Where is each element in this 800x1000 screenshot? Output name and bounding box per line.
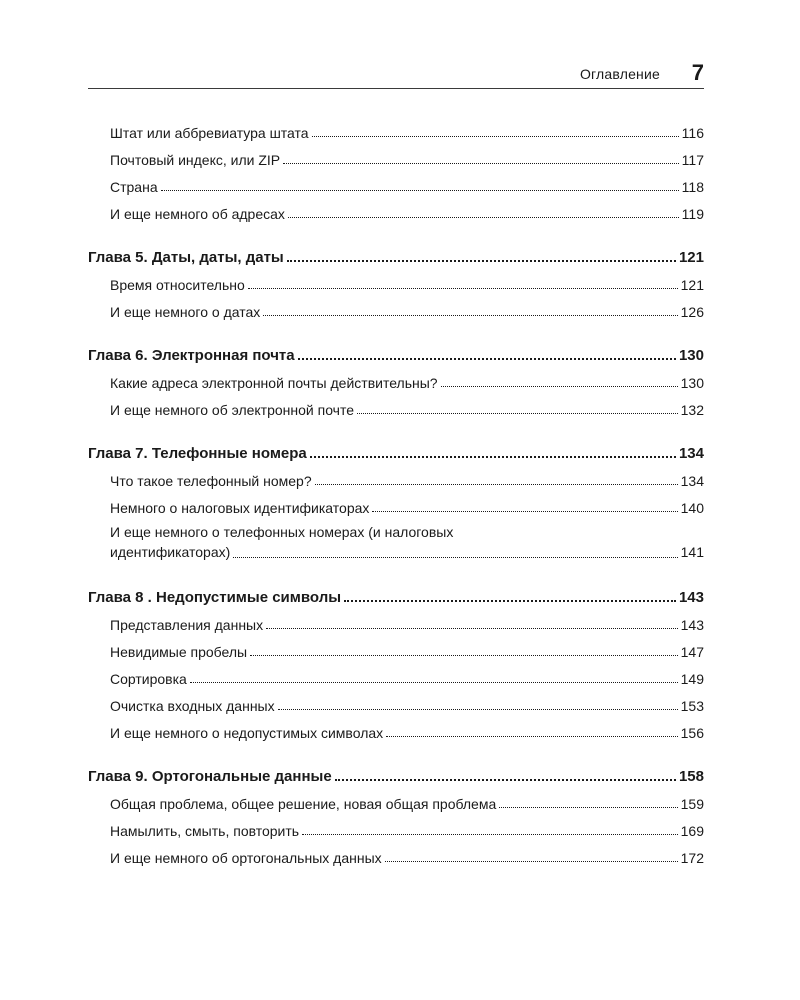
header-title: Оглавление bbox=[579, 66, 660, 82]
toc-entry[interactable] bbox=[88, 364, 704, 391]
table-of-contents bbox=[88, 114, 704, 880]
toc-entry[interactable] bbox=[88, 195, 704, 222]
toc-entry[interactable] bbox=[88, 785, 704, 812]
dot-leader bbox=[287, 260, 676, 262]
dot-leader bbox=[288, 217, 679, 218]
chapter-title: Глава 5. Даты, даты, даты bbox=[88, 249, 284, 266]
toc-entry-page: 149 bbox=[680, 671, 704, 687]
toc-chapter-heading[interactable] bbox=[88, 236, 704, 266]
dot-leader bbox=[233, 557, 677, 558]
dot-leader bbox=[499, 807, 677, 808]
toc-entry[interactable] bbox=[88, 687, 704, 714]
dot-leader bbox=[357, 413, 678, 414]
dot-leader bbox=[263, 315, 677, 316]
chapter-page: 121 bbox=[678, 249, 704, 266]
dot-leader bbox=[302, 834, 678, 835]
toc-chapter-8 bbox=[88, 576, 704, 741]
toc-entry-page: 116 bbox=[681, 125, 704, 141]
chapter-page: 134 bbox=[678, 445, 704, 462]
chapter-title: Глава 7. Телефонные номера bbox=[88, 445, 307, 462]
toc-entry-page: 121 bbox=[680, 277, 704, 293]
toc-entry-page: 134 bbox=[680, 473, 704, 489]
toc-chapter-heading[interactable] bbox=[88, 334, 704, 364]
toc-entry[interactable] bbox=[88, 114, 704, 141]
chapter-title: Глава 9. Ортогональные данные bbox=[88, 768, 332, 785]
dot-leader bbox=[344, 600, 676, 602]
header-page-number: 7 bbox=[691, 60, 704, 85]
toc-entry-page: 118 bbox=[681, 179, 704, 195]
toc-entry-page: 172 bbox=[680, 850, 704, 866]
dot-leader bbox=[250, 655, 678, 656]
toc-entry-title: Сортировка bbox=[110, 671, 187, 687]
toc-entry-title: Представления данных bbox=[110, 617, 264, 633]
toc-entry[interactable] bbox=[88, 462, 704, 489]
toc-entry-title: И еще немного об ортогональных данных bbox=[110, 850, 382, 866]
toc-entry-title: Общая проблема, общее решение, новая общая проблема bbox=[110, 796, 497, 812]
toc-entry[interactable] bbox=[88, 293, 704, 320]
dot-leader bbox=[248, 288, 678, 289]
chapter-title: Глава 8 . Недопустимые символы bbox=[88, 589, 342, 606]
dot-leader bbox=[278, 709, 678, 710]
toc-chapter-6 bbox=[88, 334, 704, 418]
toc-chapter-5 bbox=[88, 236, 704, 320]
toc-entry-title: Невидимые пробелы bbox=[110, 644, 248, 660]
toc-entry-page: 169 bbox=[680, 823, 704, 839]
toc-entry-page: 156 bbox=[680, 725, 704, 741]
toc-entry-page: 141 bbox=[680, 544, 704, 560]
dot-leader bbox=[315, 484, 678, 485]
toc-chapter-heading[interactable] bbox=[88, 576, 704, 606]
toc-chapter-heading[interactable] bbox=[88, 432, 704, 462]
dot-leader bbox=[385, 861, 678, 862]
dot-leader bbox=[161, 190, 679, 191]
toc-entry[interactable] bbox=[88, 141, 704, 168]
toc-entry[interactable] bbox=[88, 489, 704, 516]
toc-entry-multiline[interactable] bbox=[88, 522, 704, 562]
toc-entry-title: Время относительно bbox=[110, 277, 245, 293]
toc-entry-title: И еще немного о недопустимых символах bbox=[110, 725, 384, 741]
dot-leader bbox=[441, 386, 678, 387]
toc-entry-title: Почтовый индекс, или ZIP bbox=[110, 152, 281, 168]
toc-entry-title: Страна bbox=[110, 179, 158, 195]
toc-entry[interactable] bbox=[88, 633, 704, 660]
toc-entry-title: Немного о налоговых идентификаторах bbox=[110, 500, 370, 516]
toc-entry-page: 147 bbox=[680, 644, 704, 660]
toc-entry-title: И еще немного об адресах bbox=[110, 206, 285, 222]
toc-entry[interactable] bbox=[88, 606, 704, 633]
toc-section-continued bbox=[88, 114, 704, 222]
toc-entry-page: 130 bbox=[680, 375, 704, 391]
dot-leader bbox=[312, 136, 679, 137]
toc-chapter-heading[interactable] bbox=[88, 755, 704, 785]
toc-entry[interactable] bbox=[88, 812, 704, 839]
toc-entry-page: 132 bbox=[680, 402, 704, 418]
chapter-page: 130 bbox=[678, 347, 704, 364]
dot-leader bbox=[283, 163, 679, 164]
chapter-page: 143 bbox=[678, 589, 704, 606]
toc-entry-title: И еще немного об электронной почте bbox=[110, 402, 355, 418]
toc-entry[interactable] bbox=[88, 839, 704, 866]
chapter-page: 158 bbox=[678, 768, 704, 785]
dot-leader bbox=[386, 736, 677, 737]
toc-entry-page: 153 bbox=[680, 698, 704, 714]
toc-entry-page: 140 bbox=[680, 500, 704, 516]
toc-entry[interactable] bbox=[88, 266, 704, 293]
toc-entry-page: 159 bbox=[680, 796, 704, 812]
toc-entry-title-line1: И еще немного о телефонных номерах (и налоговых bbox=[110, 524, 454, 540]
toc-entry-title-line2: идентификаторах) bbox=[110, 544, 231, 560]
toc-entry-page: 126 bbox=[680, 304, 704, 320]
toc-chapter-7 bbox=[88, 432, 704, 562]
toc-entry[interactable] bbox=[88, 391, 704, 418]
dot-leader bbox=[335, 779, 676, 781]
running-header bbox=[88, 58, 704, 89]
dot-leader bbox=[190, 682, 678, 683]
toc-entry-title: Штат или аббревиатура штата bbox=[110, 125, 309, 141]
toc-entry[interactable] bbox=[88, 714, 704, 741]
toc-entry-title: Очистка входных данных bbox=[110, 698, 275, 714]
dot-leader bbox=[310, 456, 676, 458]
toc-entry-page: 117 bbox=[681, 152, 704, 168]
dot-leader bbox=[372, 511, 677, 512]
toc-entry[interactable] bbox=[88, 168, 704, 195]
toc-entry-title: И еще немного о датах bbox=[110, 304, 261, 320]
chapter-title: Глава 6. Электронная почта bbox=[88, 347, 295, 364]
dot-leader bbox=[298, 358, 676, 360]
dot-leader bbox=[266, 628, 678, 629]
toc-entry-title: Что такое телефонный номер? bbox=[110, 473, 312, 489]
toc-entry-title: Какие адреса электронной почты действительны? bbox=[110, 375, 438, 391]
toc-entry-page: 119 bbox=[681, 206, 704, 222]
toc-chapter-9 bbox=[88, 755, 704, 866]
toc-entry-title: Намылить, смыть, повторить bbox=[110, 823, 300, 839]
toc-entry[interactable] bbox=[88, 660, 704, 687]
toc-entry-page: 143 bbox=[680, 617, 704, 633]
